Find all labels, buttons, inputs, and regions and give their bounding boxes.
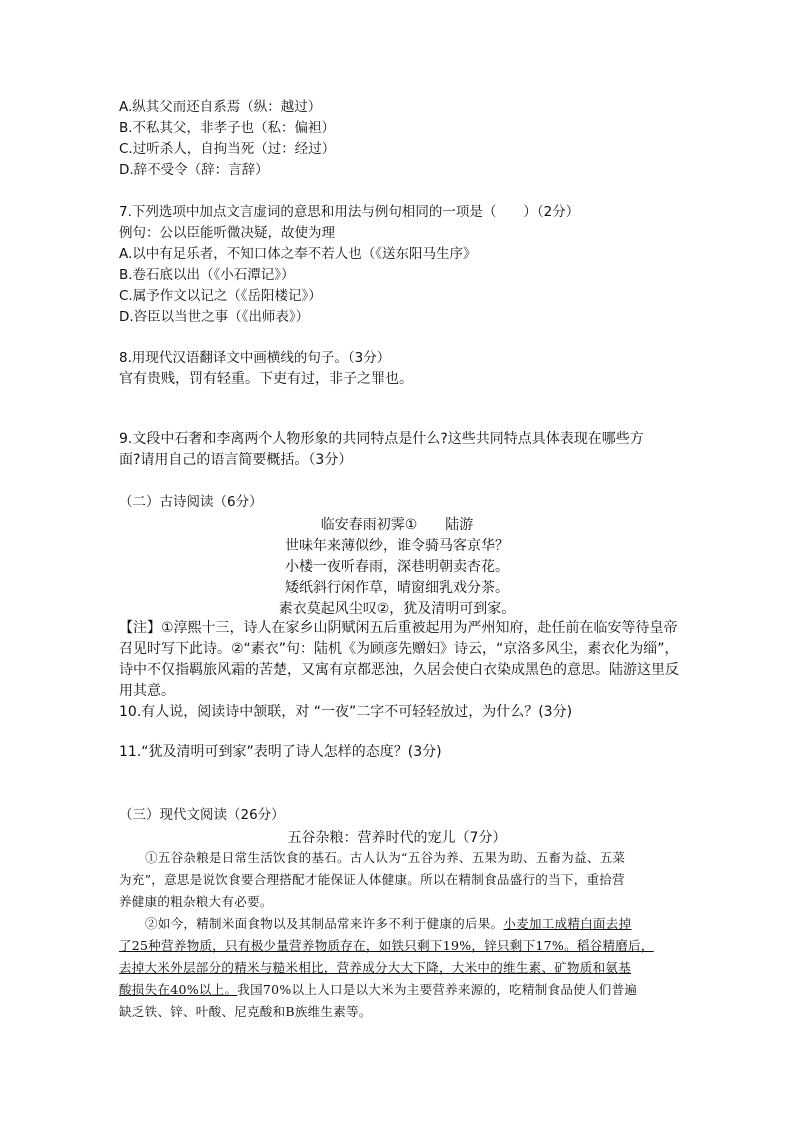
q7-option-b: B.卷石底以出（《小石潭记》） [119, 267, 295, 283]
paragraph-1-text-1: ①五谷杂粮是日常生活饮食的基石。古人认为“五谷为养、五果为助、五畜为益、五菜 [145, 850, 626, 865]
poem-note-line-4: 用其意。 [119, 683, 175, 699]
paragraph-1-line-3: 养健康的粗杂粮大有必要。 [119, 894, 273, 909]
q8-sentence: 官有贵贱，罚有轻重。下吏有过，非子之罪也。 [119, 371, 413, 387]
poem-line-3: 矮纸斜行闲作草，晴窗细乳戏分茶。 [285, 580, 509, 596]
q11-stem: 11.“犹及清明可到家”表明了诗人怎样的态度？(3分) [119, 744, 442, 760]
paragraph-2-line-4 [119, 981, 637, 999]
paragraph-1-line-2: 为充”，意思是说饮食要合理搭配才能保证人体健康。所以在精制食品盛行的当下，重拾营 [119, 872, 625, 887]
q8-stem: 8.用现代汉语翻译文中画横线的句子。（3分） [119, 350, 391, 366]
paragraph-2-text-4: 我国70%以上人口是以大米为主要营养来源的，吃精制食品使人们普遍 [237, 982, 638, 997]
section3-heading: （三）现代文阅读（26分） [119, 807, 285, 823]
q6-option-b: B.不私其父，非孝子也（私：偏袒） [119, 120, 336, 136]
underlined-sentence-3: 去掉大米外层部分的精米与糙米相比，营养成分大大下降，大米中的维生素、矿物质和氨基 [119, 960, 632, 975]
underlined-sentence-2: 了25种营养物质，只有极少量营养物质存在，如铁只剩下19%，锌只剩下17%。稻谷精磨后， [119, 938, 654, 953]
q7-option-c: C.属予作文以记之（《岳阳楼记》） [119, 288, 322, 304]
poem-title: 临安春雨初霁① 陆游 [320, 517, 474, 533]
poem-line-2: 小楼一夜听春雨，深巷明朝卖杏花。 [285, 559, 509, 575]
q6-option-d: D.辞不受令（辞：言辞） [119, 162, 269, 178]
poem-note-line-1: 【注】①淳熙十三，诗人在家乡山阴赋闲五后重被起用为严州知府，赴任前在临安等待皇帝 [119, 620, 678, 636]
q10-stem: 10.有人说，阅读诗中颔联，对 “一夜”二字不可轻轻放过，为什么？(3分) [119, 704, 573, 720]
q7-option-d: D.咨臣以当世之事（《出师表》） [119, 309, 310, 325]
q6-option-a: A.纵其父而还自系焉（纵：越过） [119, 99, 322, 115]
underlined-sentence-4: 酸损失在40%以上。 [119, 982, 238, 997]
section2-heading: （二）古诗阅读（6分） [119, 494, 263, 510]
q7-option-a: A.以中有足乐者，不知口体之奉不若人也（《送东阳马生序》 [119, 246, 477, 262]
paragraph-2-line-1 [119, 915, 631, 933]
poem-note-line-3: 诗中不仅指羁旅风霜的苦楚，又寓有京都恶浊，久居会使白衣染成黑色的意思。陆游这里反 [119, 662, 679, 678]
q9-line-2: 面?请用自己的语言简要概括。（3分） [119, 452, 353, 468]
underlined-sentence-1: 小麦加工成精白面去掉 [503, 916, 632, 931]
poem-note-line-2: 召见时写下此诗。②“素衣”句：陆机《为顾彦先赠妇》诗云，“京洛多风尘，素衣化为缁”， [119, 641, 679, 657]
q9-line-1: 9.文段中石奢和李离两个人物形象的共同特点是什么?这些共同特点具体表现在哪些方 [119, 431, 644, 447]
q6-option-c: C.过听杀人，自拘当死（过：经过） [119, 141, 336, 157]
q7-example: 例句：公以臣能听微决疑，故使为理 [119, 225, 335, 241]
poem-line-4: 素衣莫起风尘叹②，犹及清明可到家。 [278, 601, 516, 617]
q7-stem: 7.下列选项中加点文言虚词的意思和用法与例句相同的一项是（ ）（2分） [119, 204, 580, 220]
poem-line-1: 世味年来薄似纱，谁令骑马客京华？ [285, 538, 509, 554]
article-title: 五谷杂粮：营养时代的宠儿（7分） [287, 830, 507, 846]
paragraph-1-line-1 [119, 849, 625, 867]
paragraph-2-text-1: ②如今，精制米面食物以及其制品常来许多不利于健康的后果。 [145, 916, 504, 931]
paragraph-2-line-5: 缺乏铁、锌、叶酸、尼克酸和B族维生素等。 [119, 1004, 372, 1019]
